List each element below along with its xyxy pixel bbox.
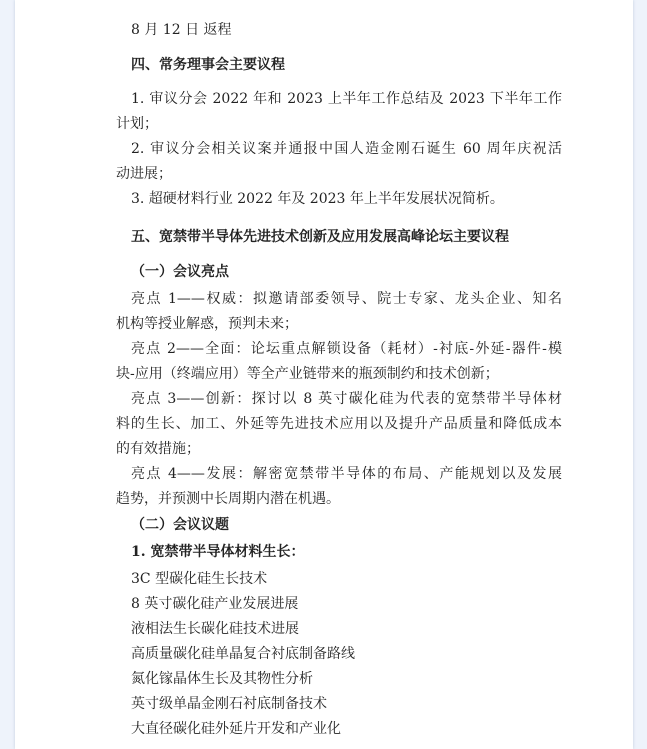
agenda-item-2: 2. 审议分会相关议案并通报中国人造金刚石诞生 60 周年庆祝活 xyxy=(131,141,562,157)
schedule-return-line: 8 月 12 日 返程 xyxy=(131,22,232,38)
subheading-highlights: （一）会议亮点 xyxy=(131,264,229,280)
topic-item: 英寸级单晶金刚石衬底制备技术 xyxy=(131,696,327,712)
highlight-4-cont: 趋势，并预测中长周期内潜在机遇。 xyxy=(116,491,340,507)
subheading-topics: （二）会议议题 xyxy=(131,517,229,533)
topic-item: 氮化镓晶体生长及其物性分析 xyxy=(131,671,313,687)
highlight-3-cont: 料的生长、加工、外延等先进技术应用以及提升产品质量和降低成本 xyxy=(116,416,562,432)
document-page xyxy=(15,0,633,749)
agenda-item-2-cont: 动进展； xyxy=(116,166,172,182)
topic-item: 3C 型碳化硅生长技术 xyxy=(131,571,268,587)
highlight-1: 亮点 1——权威：拟邀请部委领导、院士专家、龙头企业、知名 xyxy=(131,291,562,307)
highlight-4: 亮点 4——发展：解密宽禁带半导体的布局、产能规划以及发展 xyxy=(131,466,562,482)
section-heading-forum: 五、宽禁带半导体先进技术创新及应用发展高峰论坛主要议程 xyxy=(131,229,509,245)
highlight-2-cont: 块-应用（终端应用）等全产业链带来的瓶颈制约和技术创新； xyxy=(116,366,499,382)
highlight-1-cont: 机构等授业解惑，预判未来； xyxy=(116,316,298,332)
topic-item: 高质量碳化硅单晶复合衬底制备路线 xyxy=(131,646,355,662)
highlight-2: 亮点 2——全面：论坛重点解锁设备（耗材）-衬底-外延-器件-模 xyxy=(131,341,562,357)
agenda-item-3: 3. 超硬材料行业 2022 年及 2023 年上半年发展状况简析。 xyxy=(131,191,504,207)
topic-item: 液相法生长碳化硅技术进展 xyxy=(131,621,299,637)
topic-item: 8 英寸碳化硅产业发展进展 xyxy=(131,596,299,612)
topic-item: 大直径碳化硅外延片开发和产业化 xyxy=(131,721,341,737)
highlight-3: 亮点 3——创新：探讨以 8 英寸碳化硅为代表的宽禁带半导体材 xyxy=(131,391,562,407)
topic-group-material-growth: 1. 宽禁带半导体材料生长： xyxy=(131,544,305,560)
agenda-item-1-cont: 计划； xyxy=(116,116,158,132)
highlight-3-cont2: 的有效措施； xyxy=(116,441,200,457)
agenda-item-1: 1. 审议分会 2022 年和 2023 上半年工作总结及 2023 下半年工作 xyxy=(131,91,562,107)
section-heading-standing-council: 四、常务理事会主要议程 xyxy=(131,57,285,73)
